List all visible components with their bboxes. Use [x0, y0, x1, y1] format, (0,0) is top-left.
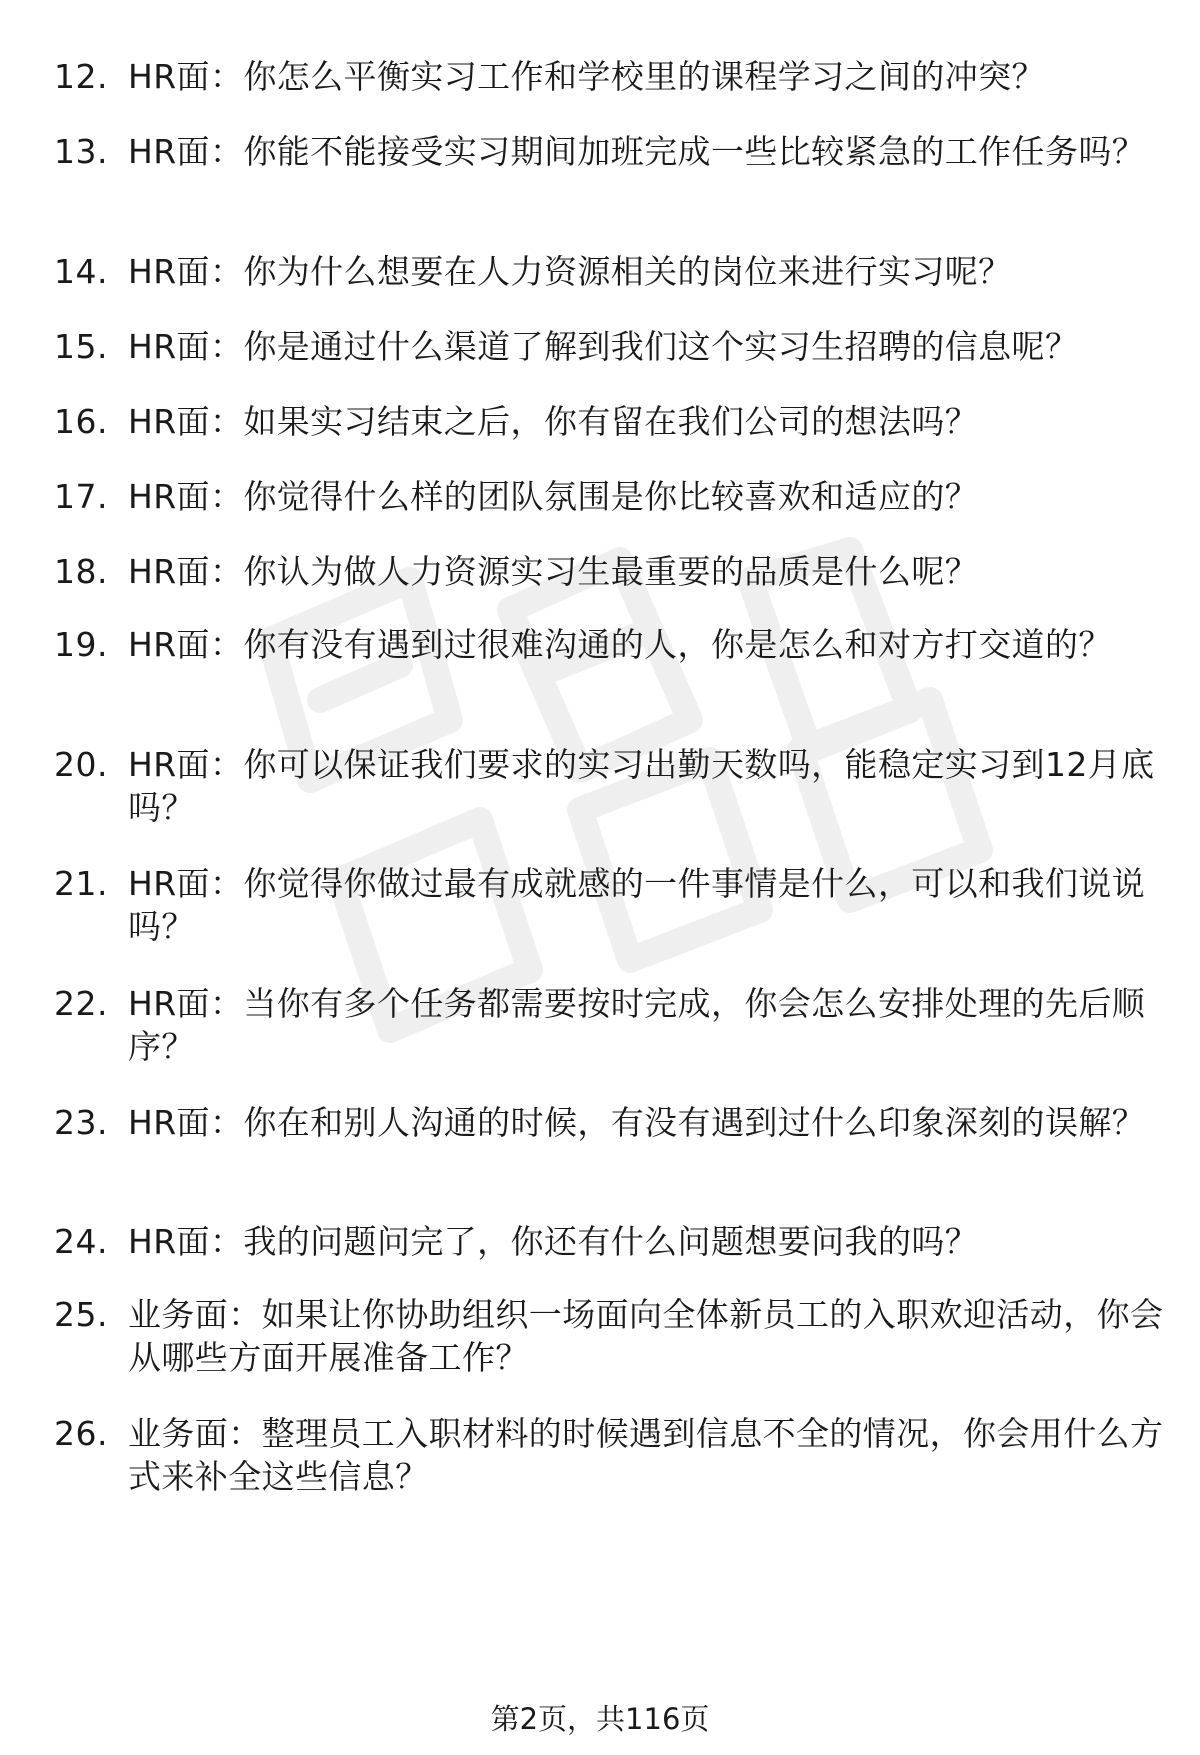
question-number: 20.: [54, 745, 108, 784]
question-text: HR面：如果实习结束之后，你有留在我们公司的想法吗？: [128, 402, 979, 441]
question-text: HR面：你是通过什么渠道了解到我们这个实习生招聘的信息呢？: [128, 327, 1079, 366]
question-text: HR面：你可以保证我们要求的实习出勤天数吗，能稳定实习到12月底吗？: [128, 745, 1155, 827]
question-number: 23.: [54, 1103, 108, 1142]
question-text: HR面：你觉得你做过最有成就感的一件事情是什么，可以和我们说说吗？: [128, 864, 1146, 946]
question-number: 19.: [54, 625, 108, 664]
question-number: 17.: [54, 477, 108, 516]
page-footer: [0, 1700, 1200, 1738]
question-number: 18.: [54, 552, 108, 591]
question-number: 24.: [54, 1222, 108, 1261]
question-number: 15.: [54, 327, 108, 366]
question-text: HR面：你认为做人力资源实习生最重要的品质是什么呢？: [128, 552, 979, 591]
question-number: 26.: [54, 1414, 108, 1453]
question-text: HR面：我的问题问完了，你还有什么问题想要问我的吗？: [128, 1222, 979, 1261]
question-number: 16.: [54, 402, 108, 441]
question-text: 业务面：整理员工入职材料的时候遇到信息不全的情况，你会用什么方式来补全这些信息？: [128, 1414, 1164, 1496]
question-number: 14.: [54, 252, 108, 291]
question-number: 12.: [54, 57, 108, 96]
question-text: HR面：你觉得什么样的团队氛围是你比较喜欢和适应的？: [128, 477, 979, 516]
question-number: 22.: [54, 984, 108, 1023]
question-number: 21.: [54, 864, 108, 903]
page-number-label: 第2页，共116页: [490, 1702, 710, 1736]
question-text: HR面：你能不能接受实习期间加班完成一些比较紧急的工作任务吗？: [128, 132, 1146, 171]
question-number: 13.: [54, 132, 108, 171]
question-text: 业务面：如果让你协助组织一场面向全体新员工的入职欢迎活动，你会从哪些方面开展准备工作？: [128, 1295, 1164, 1377]
question-text: HR面：你有没有遇到过很难沟通的人，你是怎么和对方打交道的？: [128, 625, 1112, 664]
question-text: HR面：当你有多个任务都需要按时完成，你会怎么安排处理的先后顺序？: [128, 984, 1146, 1066]
question-text: HR面：你怎么平衡实习工作和学校里的课程学习之间的冲突？: [128, 57, 1045, 96]
question-text: HR面：你为什么想要在人力资源相关的岗位来进行实习呢？: [128, 252, 1012, 291]
question-text: HR面：你在和别人沟通的时候，有没有遇到过什么印象深刻的误解？: [128, 1103, 1146, 1142]
question-number: 25.: [54, 1295, 108, 1334]
